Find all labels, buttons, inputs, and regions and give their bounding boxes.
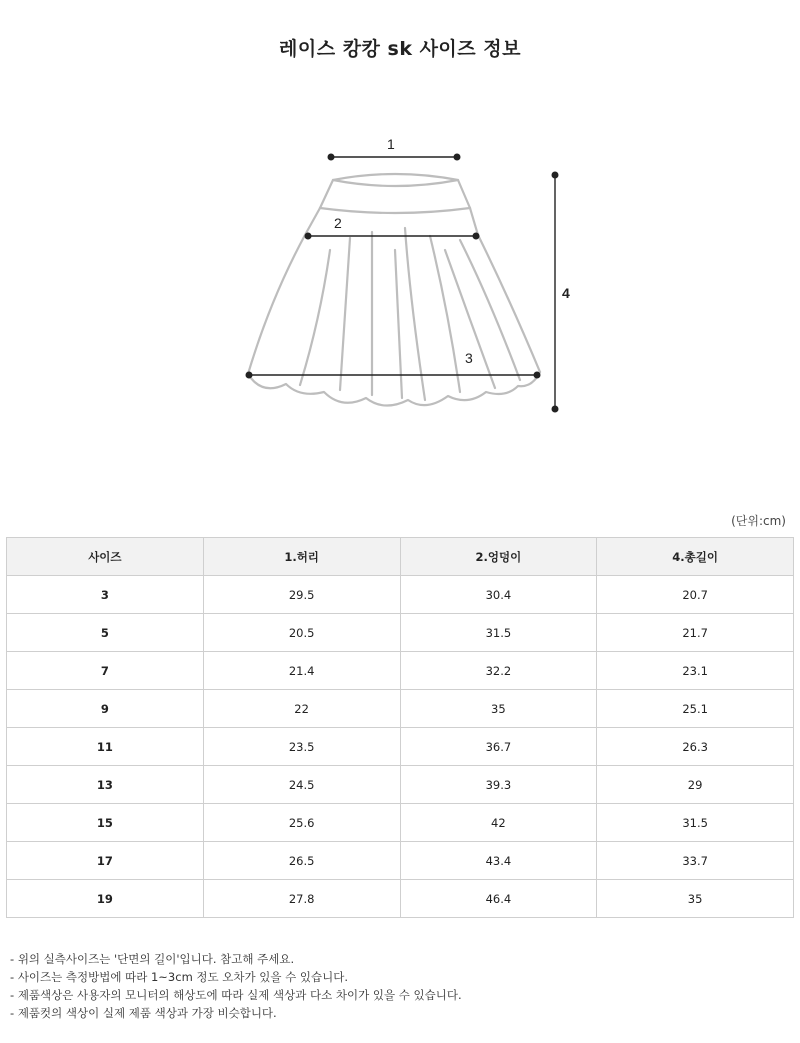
cell-hip: 32.2 — [400, 652, 597, 690]
label-4-length: 4 — [562, 285, 570, 301]
label-1-waist: 1 — [387, 136, 395, 152]
label-2-hip: 2 — [334, 215, 342, 231]
cell-hip: 42 — [400, 804, 597, 842]
skirt-waistband-top — [333, 174, 458, 186]
measurement-markers — [246, 154, 559, 413]
skirt-waistband-sides — [320, 180, 470, 208]
cell-size: 5 — [7, 614, 204, 652]
header-waist: 1.허리 — [203, 538, 400, 576]
cell-waist: 27.8 — [203, 880, 400, 918]
cell-waist: 23.5 — [203, 728, 400, 766]
table-row — [7, 880, 794, 918]
cell-waist: 21.4 — [203, 652, 400, 690]
skirt-measurement-diagram — [0, 120, 800, 430]
cell-length: 25.1 — [597, 690, 794, 728]
marker-dot — [454, 154, 461, 161]
header-length: 4.총길이 — [597, 538, 794, 576]
marker-dot — [552, 406, 559, 413]
marker-dot — [328, 154, 335, 161]
cell-hip: 39.3 — [400, 766, 597, 804]
cell-waist: 25.6 — [203, 804, 400, 842]
cell-length: 21.7 — [597, 614, 794, 652]
notes-list — [10, 950, 462, 1022]
size-table — [6, 537, 794, 918]
cell-length: 33.7 — [597, 842, 794, 880]
skirt-illustration — [248, 174, 540, 406]
marker-dot — [305, 233, 312, 240]
cell-size: 3 — [7, 576, 204, 614]
table-row — [7, 766, 794, 804]
table-body — [7, 576, 794, 918]
skirt-pleat — [340, 238, 350, 390]
unit-label: (단위:cm) — [731, 514, 786, 528]
cell-length: 29 — [597, 766, 794, 804]
cell-waist: 20.5 — [203, 614, 400, 652]
cell-length: 26.3 — [597, 728, 794, 766]
cell-size: 19 — [7, 880, 204, 918]
cell-size: 15 — [7, 804, 204, 842]
cell-waist: 24.5 — [203, 766, 400, 804]
table-row — [7, 652, 794, 690]
cell-hip: 36.7 — [400, 728, 597, 766]
marker-dot — [246, 372, 253, 379]
cell-hip: 35 — [400, 690, 597, 728]
table-row — [7, 728, 794, 766]
cell-size: 9 — [7, 690, 204, 728]
marker-dot — [473, 233, 480, 240]
table-row — [7, 804, 794, 842]
cell-hip: 46.4 — [400, 880, 597, 918]
cell-size: 11 — [7, 728, 204, 766]
label-3-hem: 3 — [465, 350, 473, 366]
table-row — [7, 576, 794, 614]
cell-length: 20.7 — [597, 576, 794, 614]
cell-length: 23.1 — [597, 652, 794, 690]
table-row — [7, 842, 794, 880]
header-hip: 2.엉덩이 — [400, 538, 597, 576]
marker-dot — [552, 172, 559, 179]
header-size: 사이즈 — [7, 538, 204, 576]
note-item: - 제품컷의 색상이 실제 제품 색상과 가장 비슷합니다. — [10, 1004, 462, 1022]
note-item: - 사이즈는 측정방법에 따라 1~3cm 정도 오차가 있을 수 있습니다. — [10, 968, 462, 986]
note-item: - 제품색상은 사용자의 모니터의 해상도에 따라 실제 색상과 다소 차이가 있을 수 있습니다. — [10, 986, 462, 1004]
skirt-pleat — [300, 250, 330, 385]
cell-waist: 29.5 — [203, 576, 400, 614]
skirt-pleat — [445, 250, 495, 388]
table-row — [7, 690, 794, 728]
cell-size: 17 — [7, 842, 204, 880]
skirt-pleat — [395, 250, 402, 398]
cell-waist: 26.5 — [203, 842, 400, 880]
marker-dot — [534, 372, 541, 379]
cell-size: 7 — [7, 652, 204, 690]
cell-hip: 43.4 — [400, 842, 597, 880]
cell-size: 13 — [7, 766, 204, 804]
cell-waist: 22 — [203, 690, 400, 728]
measurement-lines — [249, 157, 555, 409]
skirt-pleat — [430, 236, 460, 392]
table-row — [7, 614, 794, 652]
skirt-hem — [248, 372, 540, 406]
note-item: - 위의 실측사이즈는 '단면의 길이'입니다. 참고해 주세요. — [10, 950, 462, 968]
cell-length: 31.5 — [597, 804, 794, 842]
skirt-pleat — [405, 228, 425, 400]
skirt-waistband-bottom — [320, 208, 470, 213]
cell-hip: 30.4 — [400, 576, 597, 614]
page-title: 레이스 캉캉 sk 사이즈 정보 — [279, 38, 521, 60]
cell-hip: 31.5 — [400, 614, 597, 652]
cell-length: 35 — [597, 880, 794, 918]
table-header-row — [7, 538, 794, 576]
